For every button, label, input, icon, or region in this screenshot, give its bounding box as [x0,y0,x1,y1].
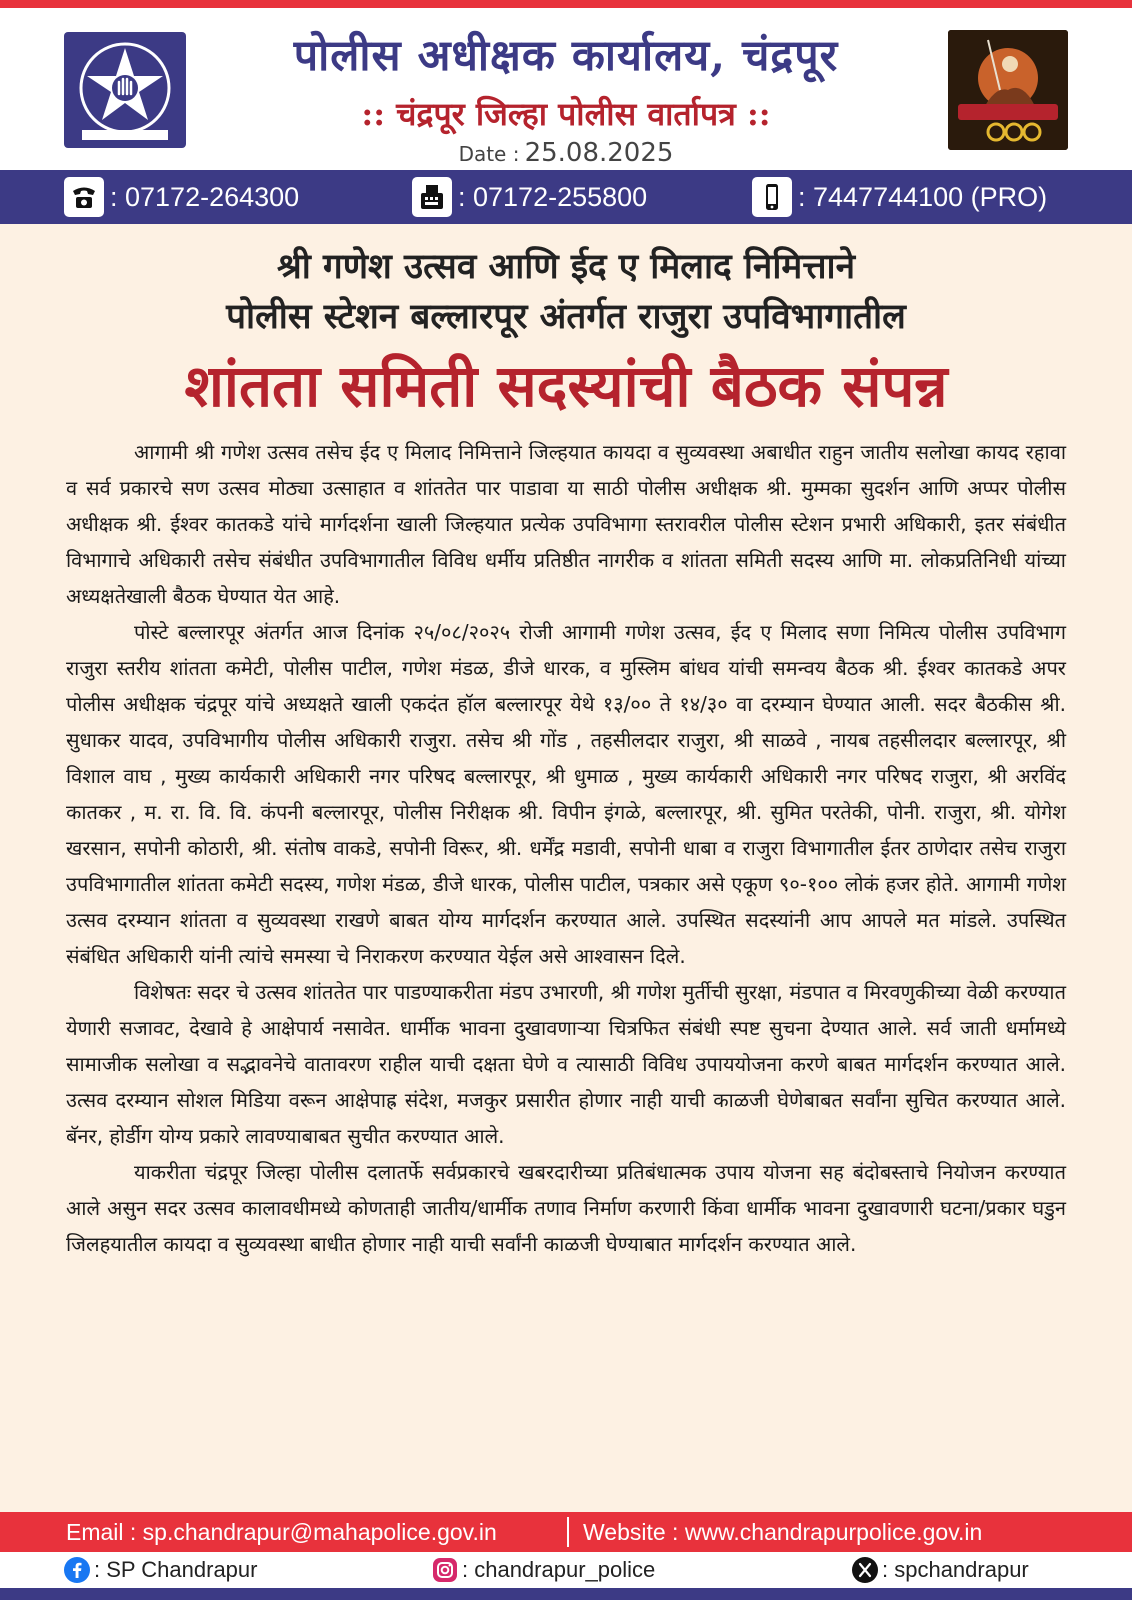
x-handle: : spchandrapur [882,1557,1029,1582]
mobile-phone-icon [752,177,792,217]
mobile-number: : 7447744100 (PRO) [798,181,1048,212]
date-label: Date : [458,142,520,166]
date-value: 25.08.2025 [524,138,674,168]
headline-line-2: पोलीस स्टेशन बल्लारपूर अंतर्गत राजुरा उपविभागातील [226,297,906,337]
phone-number: : 07172-264300 [110,181,300,212]
instagram-icon [432,1557,458,1583]
footer-website[interactable]: Website : www.chandrapurpolice.gov.in [583,1519,983,1545]
headline-main: शांतता समिती सदस्यांची बैठक संपन्न [184,352,948,420]
facebook-link[interactable] [64,1557,257,1583]
punyashlok-300-icon [948,30,1068,150]
footer-contact-bar [0,1512,1132,1552]
contact-bar [0,170,1132,224]
x-link[interactable] [852,1557,1029,1583]
paragraph-2: पोस्टे बल्लारपूर अंतर्गत आज दिनांक २५/०८/२०२५ रोजी आगामी गणेश उत्सव, ईद ए मिलाद सणा निमित्य पोलीस उपविभाग राजुरा स्तरीय शांतता कमेटी, पोलीस पाटील, गणेश मंडळ, डीजे धारक, व मुस्लिम बांधव यांची समन्वय बैठक श्री. ईश्वर कातकडे अपर पोलीस अधीक्षक चंद्रपूर यांचे अध्यक्षते खाली एकदंत हॉल बल्लारपूर येथे १३/०० ते १४/३० वा दरम्यान घेण्यात आली. सदर बैठकीस श्री. सुधाकर यादव, उपविभागीय पोलीस अधिकारी राजुरा. तसेच श्री गोंड , तहसीलदार राजुरा, श्री साळवे , नायब तहसीलदार बल्लारपूर, श्री विशाल वाघ , मुख्य कार्यकारी अधिकारी नगर परिषद बल्लारपूर, श्री धुमाळ , मुख्य कार्यकारी अधिकारी नगर परिषद राजुरा, श्री अरविंद कातकर , म. रा. वि. वि. कंपनी बल्लारपूर, पोलीस निरीक्षक श्री. विपीन इंगळे, बल्लारपूर, श्री. सुमित परतेकी, पोनी. राजुरा, श्री. योगेश खरसान, सपोनी कोठारी, श्री. संतोष वाकडे, सपोनी विरूर, श्री. धर्मेंद्र मडावी, सपोनी धाबा व राजुरा विभागातील ईतर ठाणेदार तसेच राजुरा उपविभागातील शांतता कमेटी सदस्य, गणेश मंडळ, डीजे धारक, पोलीस पाटील, पत्रकार असे एकूण ९०-१०० लोकं हजर होते. आगामी गणेश उत्सव दरम्यान शांतता व सुव्यवस्था राखणे बाबत योग्य मार्गदर्शन करण्यात आले. उपस्थित सदस्यांनी आप आपले मत मांडले. उपस्थित संबंधित अधिकारी यांनी त्यांचे समस्या चे निराकरण करण्यात येईल असे आश्वासन दिले. [66,620,1066,968]
date-line [200,138,932,168]
top-red-strip [0,0,1132,8]
facebook-handle: : SP Chandrapur [94,1557,258,1582]
paragraph-4: याकरीता चंद्रपूर जिल्हा पोलीस दलातर्फे सर्वप्रकारचे खबरदारीच्या प्रतिबंधात्मक उपाय योजना सह बंदोबस्ताचे नियोजन करण्यात आले असुन सदर उत्सव कालावधीमध्ये कोणताही जातीय/धार्मीक तणाव निर्माण करणारी किंवा धार्मीक भावना दुखावणारी घटना/प्रकार घडुन जिलहयातील कायदा व सुव्यवस्था बाधीत होणार नाही याची सर्वांनी काळजी घेण्याबात मार्गदर्शन करण्यात आले. [66,1160,1066,1256]
fax-icon [412,177,452,217]
instagram-link[interactable] [432,1557,655,1583]
paragraph-3: विशेषतः सदर चे उत्सव शांततेत पार पाडण्याकरीता मंडप उभारणी, श्री गणेश मुर्तीची सुरक्षा, मंडपात व मिरवणुकीच्या वेळी करण्यात येणारी सजावट, देखावे हे आक्षेपार्य नसावेत. धार्मीक भावना दुखावणाऱ्या चित्रफित संबंधी स्पष्ट सुचना देण्यात आले. सर्व जाती धर्मामध्ये सामाजीक सलोखा व सद्भावनेचे वातावरण राहील याची दक्षता घेणे व त्यासाठी विविध उपाययोजना करणे बाबत मार्गदर्शन करण्यात आले. उत्सव दरम्यान सोशल मिडिया वरून आक्षेपाह्र संदेश, मजकुर प्रसारीत होणार नाही याची काळजी घेणेबाबत सर्वांना सुचित करण्यात आले. बॅनर, होर्डीग योग्य प्रकारे लावण्याबाबत सुचीत करण्यात आले. [66,980,1066,1148]
paragraph-1: आगामी श्री गणेश उत्सव तसेच ईद ए मिलाद निमित्ताने जिल्हयात कायदा व सुव्यवस्था अबाधीत राहुन जातीय सलोखा कायद रहावा व सर्व प्रकारचे सण उत्सव मोठ्या उत्साहात व शांततेत पार पाडावा या साठी पोलीस अधीक्षक श्री. मुम्मका सुदर्शन आणि अप्पर पोलीस अधीक्षक श्री. ईश्वर कातकडे यांचे मार्गदर्शना खाली जिल्हयात प्रत्येक उपविभागा स्तरावरील पोलीस स्टेशन प्रभारी अधिकारी, इतर संबंधीत विभागाचे अधिकारी तसेच संबंधीत उपविभागातील विविध धर्मीय प्रतिष्ठीत नागरीक व शांतता समिती सदस्य आणि मा. लोकप्रतिनिधी यांच्या अध्यक्षतेखाली बैठक घेण्यात येत आहे. [66,440,1066,608]
maharashtra-police-emblem-icon [64,32,186,148]
bulletin-title: :: चंद्रपूर जिल्हा पोलीस वार्तापत्र :: [361,95,771,133]
office-title: पोलीस अधीक्षक कार्यालय, चंद्रपूर [293,31,839,81]
press-release-body [66,434,1066,1262]
instagram-handle: : chandrapur_police [462,1557,656,1582]
x-icon [852,1557,878,1583]
fax-number: : 07172-255800 [458,181,648,212]
mobile-contact[interactable] [752,177,1047,217]
footer-social-bar [0,1552,1132,1588]
telephone-icon [64,177,104,217]
fax-contact[interactable] [412,177,647,217]
letterhead [0,8,1132,170]
footer-email[interactable]: Email : sp.chandrapur@mahapolice.gov.in [66,1519,497,1545]
footer-divider [567,1517,569,1547]
facebook-icon [64,1557,90,1583]
headline-line-1: श्री गणेश उत्सव आणि ईद ए मिलाद निमित्ताने [276,247,856,287]
bottom-navy-strip [0,1588,1132,1600]
phone-contact[interactable] [64,177,299,217]
